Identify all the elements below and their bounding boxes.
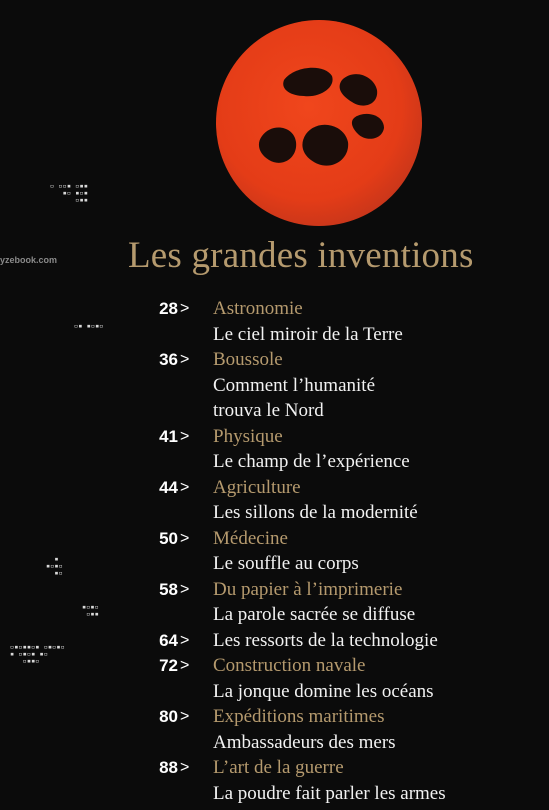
chapter-subtitle: La parole sacrée se diffuse [213,604,416,625]
chapter-subtitle: Ambassadeurs des mers [213,731,396,753]
page-number: 88 [159,758,178,777]
arrow-marker: > [180,478,190,496]
page-number: 36 [159,350,178,369]
toc-heading-line [0,424,549,450]
toc-entry [0,296,549,347]
page-number: 80 [159,707,178,726]
toc-entry [0,526,549,577]
scan-artifact: ▪▫▪▫ ▫▪▪ [82,603,99,618]
arrow-marker: > [180,759,190,776]
page-number: 41 [159,426,178,446]
toc-heading-line [0,653,549,679]
chapter-subtitle: Les sillons de la modernité [213,502,418,523]
toc-entry [0,347,549,424]
topic-label: Astronomie [213,298,303,319]
page-number: 64 [159,630,178,650]
toc-heading-line [0,296,549,322]
toc-entry [0,704,549,755]
topic-label: L’art de la guerre [213,757,344,778]
page-number: 44 [159,477,178,497]
scan-artifact: ▪ ▪▫▪▫ ▪▫ [46,555,63,577]
toc-heading-line [0,526,549,552]
subtitle-line [0,730,549,756]
chapter-subtitle: trouva le Nord [213,400,324,421]
chapter-subtitle: Le souffle au corps [213,553,359,574]
arrow-marker: > [180,631,190,649]
toc-heading-line [0,755,549,781]
chapter-subtitle: La poudre fait parler les armes [213,782,446,804]
toc-heading-line [0,628,549,654]
topic-label: Physique [213,425,283,447]
toc-entry [0,475,549,526]
subtitle-line [0,398,549,424]
scan-artifact: ▫ ▫▫▪ ▫▪▪ ▪▫ ▪▫▪ ▫▪▪ [50,182,88,204]
topic-label: Expéditions maritimes [213,706,385,727]
topic-label: Construction navale [213,655,366,676]
arrow-marker: > [180,427,190,445]
toc-heading-line [0,475,549,501]
topic-label: Médecine [213,527,288,549]
subtitle-line [0,781,549,807]
scan-artifact: ▫▪ ▪▫▪▫ [74,322,104,330]
topic-label: Agriculture [213,476,301,498]
toc-entry [0,628,549,654]
arrow-marker: > [180,300,190,317]
topic-label: Boussole [213,349,283,370]
arrow-marker: > [180,529,190,547]
arrow-marker: > [180,351,190,368]
watermark-text: yzebook.com [0,255,58,265]
arrow-marker: > [180,708,190,725]
toc-heading-line [0,704,549,730]
toc-heading-line [0,347,549,373]
page-number: 58 [159,579,178,599]
subtitle-line [0,500,549,526]
chapter-subtitle: Les ressorts de la technologie [213,629,438,651]
subtitle-line [0,449,549,475]
scan-artifact: ▫▪▫▪▪▫▪ ▫▪▫▪▫ ▪ ▫▪▫▪ ▪▫ ▫▪▪▫ [10,643,65,665]
arrow-marker: > [180,657,190,674]
subtitle-line [0,322,549,348]
toc-entry [0,577,549,628]
toc-entry [0,653,549,704]
page-number: 50 [159,528,178,548]
subtitle-line [0,373,549,399]
topic-label: Du papier à l’imprimerie [213,578,403,600]
subtitle-line [0,679,549,705]
red-seal-image [214,18,424,228]
page-title: Les grandes inventions [128,235,474,276]
toc-heading-line [0,577,549,603]
chapter-subtitle: La jonque domine les océans [213,680,434,702]
page-number: 72 [159,656,178,675]
page-number: 28 [159,299,178,318]
chapter-subtitle: Comment l’humanité [213,374,376,396]
arrow-marker: > [180,580,190,598]
chapter-subtitle: Le ciel miroir de la Terre [213,323,403,345]
subtitle-line [0,602,549,628]
subtitle-line [0,551,549,577]
seal-icon [214,18,424,228]
chapter-subtitle: Le champ de l’expérience [213,451,410,472]
toc-entry [0,755,549,806]
toc-entry [0,424,549,475]
table-of-contents [0,296,549,806]
